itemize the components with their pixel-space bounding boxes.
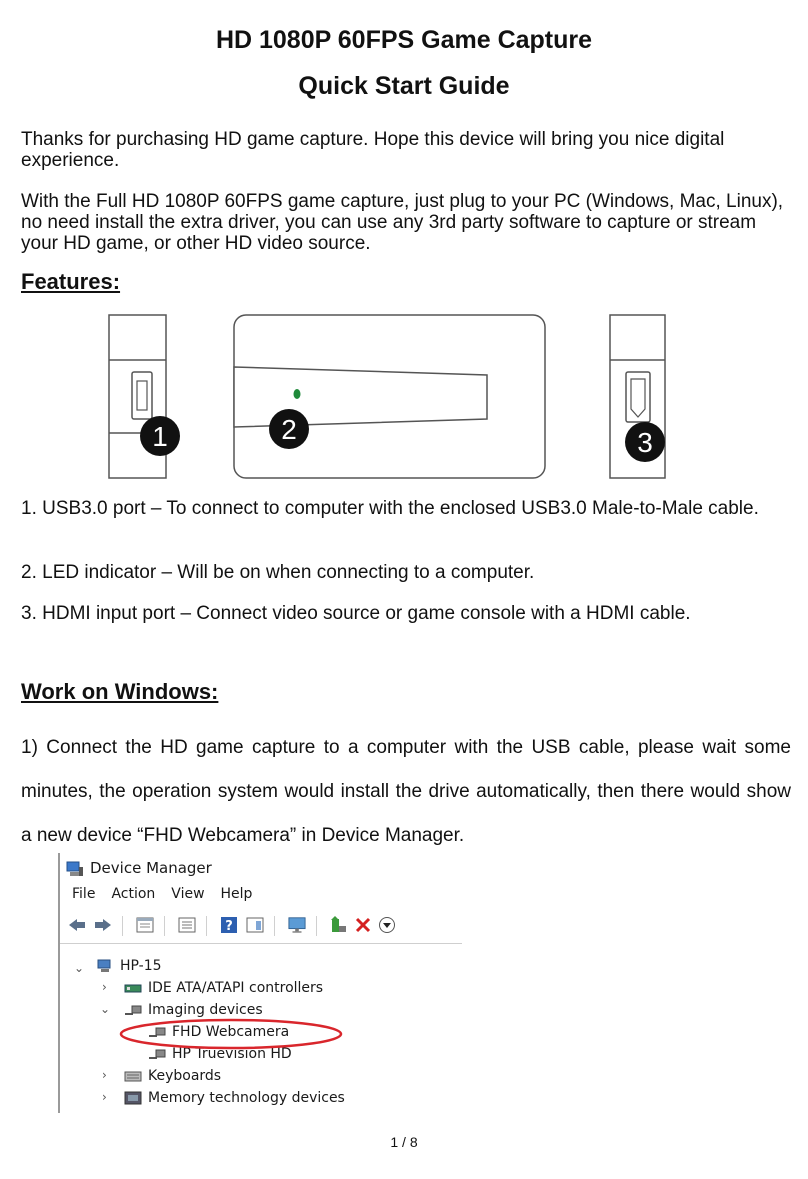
svg-text:2: 2 [281,414,297,445]
device-illustration [0,305,808,485]
tree-item-ide[interactable] [124,980,323,996]
features-heading: Features: [21,269,121,294]
tree-item-label: HP Truevision HD [172,1046,292,1062]
chevron-right-icon[interactable]: › [102,1090,107,1104]
callout-1 [140,416,180,456]
feature-item-1: 1. USB3.0 port – To connect to computer with the enclosed USB3.0 Male-to-Male cable. [21,498,759,519]
callout-2 [269,409,309,449]
svg-text:?: ? [225,919,233,934]
tree-item-imaging[interactable] [124,1002,263,1018]
keyboard-icon [124,1069,142,1083]
tree-item-label: IDE ATA/ATAPI controllers [148,980,324,996]
menu-action[interactable]: Action [111,886,156,902]
add-driver-icon[interactable] [330,916,348,934]
download-icon[interactable] [378,916,396,934]
tree-root[interactable] [96,958,162,974]
back-arrow-icon[interactable] [68,916,86,934]
menu-file[interactable]: File [72,886,96,902]
intro-paragraph-1: Thanks for purchasing HD game capture. Hope this device will bring you nice digital experience. [21,129,725,171]
document-subtitle: Quick Start Guide [298,72,510,100]
tree-root-label: HP-15 [120,958,162,974]
feature-item-3: 3. HDMI input port – Connect video source or game console with a HDMI cable. [21,603,691,624]
tree-item-label: FHD Webcamera [172,1024,290,1040]
windows-heading: Work on Windows: [21,679,219,704]
top-view [234,315,545,478]
tree-item-label: Imaging devices [148,1002,263,1018]
memory-device-icon [124,1091,142,1105]
chevron-right-icon[interactable]: › [102,980,107,994]
chevron-right-icon[interactable]: › [102,1068,107,1082]
properties-view-icon[interactable] [136,916,154,934]
chevron-down-icon[interactable]: ⌄ [74,961,85,975]
ide-controller-icon [124,981,142,995]
svg-text:1: 1 [152,421,168,452]
feature-item-2: 2. LED indicator – Will be on when connecting to a computer. [21,562,535,583]
chevron-down-icon[interactable]: ⌄ [100,1002,111,1016]
tree-item-label: Memory technology devices [148,1090,345,1106]
action-pane-icon[interactable] [246,916,264,934]
document-title: HD 1080P 60FPS Game Capture [215,26,593,54]
led-indicator [294,389,301,399]
menu-help[interactable]: Help [220,886,253,902]
camera-icon [124,1003,142,1017]
tree-item-keyboards[interactable] [124,1068,221,1084]
help-icon[interactable] [220,916,238,934]
menu-bar [72,886,268,902]
computer-icon [96,959,114,973]
highlight-ellipse [118,1017,344,1051]
device-manager-screenshot [58,853,462,1113]
monitor-icon[interactable] [288,916,306,934]
list-view-icon[interactable] [178,916,196,934]
callout-3 [625,422,665,462]
usb-port-icon [132,372,152,419]
window-title: Device Manager [90,859,212,877]
menu-view[interactable]: View [171,886,205,902]
svg-text:3: 3 [637,427,653,458]
window-titlebar [66,859,212,877]
windows-step-1: 1) Connect the HD game capture to a computer with the USB cable, please wait some minutes, the operation system would install the drive automatically, then there would show a new device “FHD Webcamera” in Device Manager. [21,737,791,846]
tree-item-label: Keyboards [148,1068,222,1084]
intro-paragraph-2: With the Full HD 1080P 60FPS game capture, just plug to your PC (Windows, Mac, Linux), no need install the extra driver, you can use any 3rd party software to capture or stream your HD game, or other HD video source. [21,191,784,254]
uninstall-icon[interactable] [354,916,372,934]
device-manager-icon [66,861,84,875]
page-number: 1 / 8 [390,1134,418,1150]
forward-arrow-icon[interactable] [94,916,112,934]
tree-item-memory[interactable] [124,1090,345,1106]
